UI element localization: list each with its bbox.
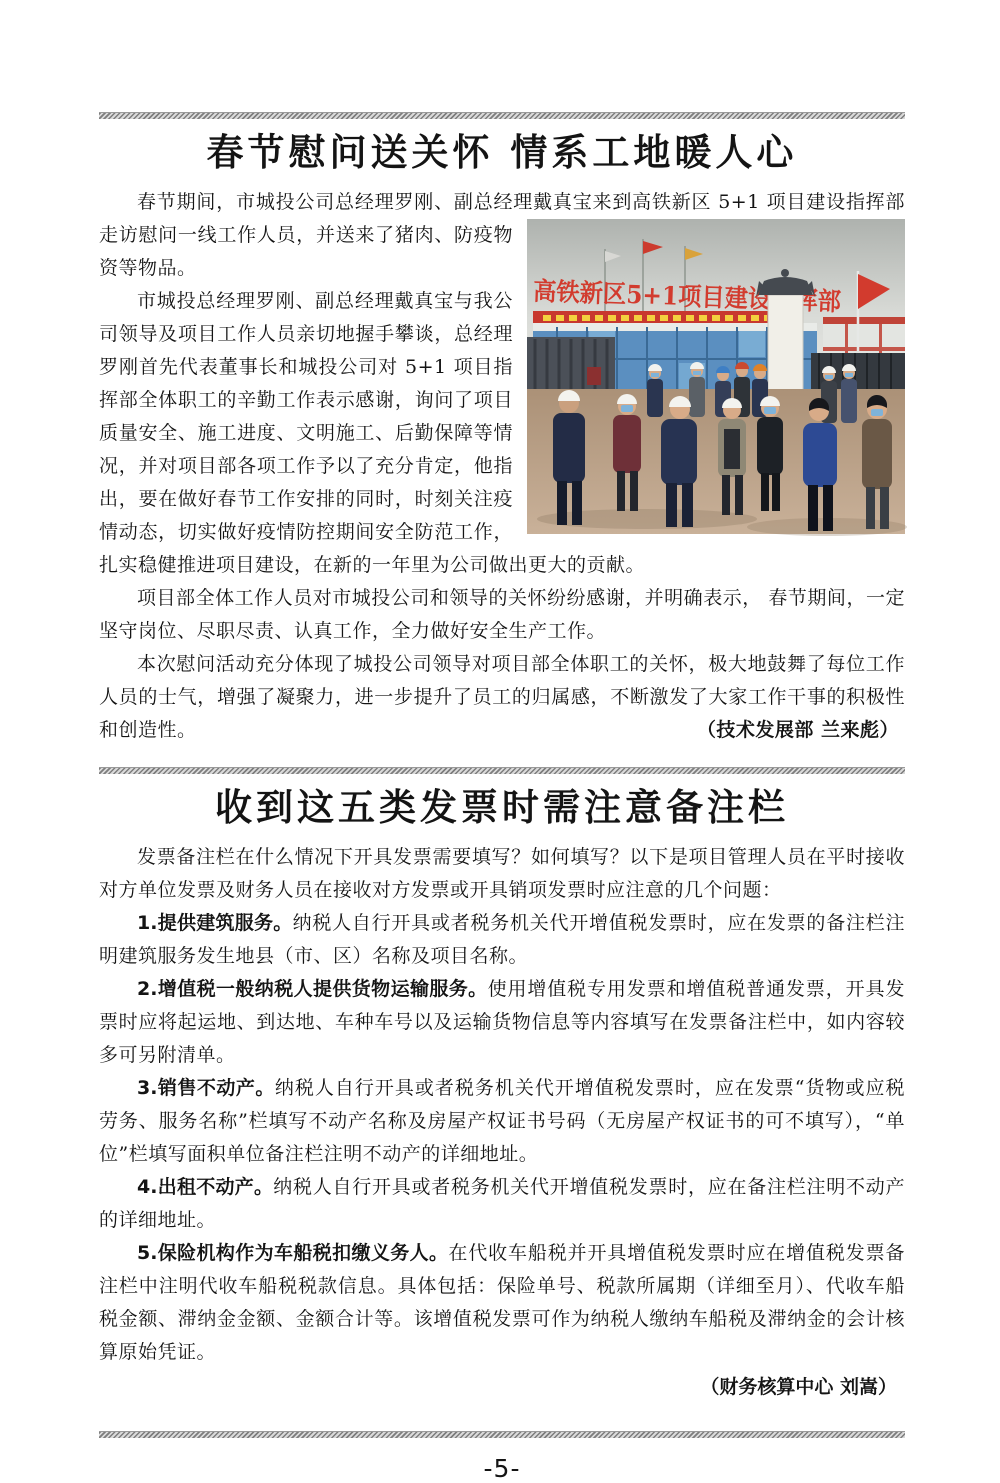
- article1-title: 春节慰问送关怀 情系工地暖人心: [206, 130, 798, 174]
- article2-item-1: [99, 907, 905, 973]
- item-body: 纳税人自行开具或者税务机关代开增值税发票时，应在发票“货物或应税劳务、服务名称”栏填写不动产名称及房屋产权证书号码（无房屋产权证书的可不填写），“单位”栏填写面积单位备注栏注明不动产的详细地址。: [99, 1077, 905, 1165]
- article2-item-2: [99, 973, 905, 1072]
- page-number: -5-: [483, 1454, 521, 1483]
- paragraph-text: 市城投总经理罗刚、副总经理戴真宝与我公司领导及项目工作人员亲切地握手攀谈，总经理罗刚首先代表董事长和城投公司对 5+1 项目指挥部全体职工的辛勤工作表示感谢，询问了项目质量安全、施工进度、文明施工、后勤保障等情况，并对项目部各项工作予以了充分肯定，他指出，要在做好春节工作安排的同时，时刻关注疫情动态，切实做好疫情防控期间安全防范工作，扎实稳健推进项目建设，在新的一年里为公司做出更大的贡献。: [99, 290, 646, 576]
- item-lead: 1.提供建筑服务。: [137, 912, 293, 934]
- item-lead: 5.保险机构作为车船税扣缴义务人。: [137, 1242, 449, 1264]
- article2-item-4: [99, 1171, 905, 1237]
- photo-banner: [533, 311, 775, 325]
- middle-separator: [99, 767, 905, 774]
- item-body: 使用增值税专用发票和增值税普通发票，开具发票时应将起运地、到达地、车种车号以及运输货物信息等内容填写在发票备注栏中，如内容较多可另附清单。: [99, 978, 905, 1066]
- article1: [99, 186, 905, 747]
- bottom-separator: [99, 1431, 905, 1438]
- paragraph-text: 本次慰问活动充分体现了城投公司领导对项目部全体职工的关怀，极大地鼓舞了每位工作人员的士气，增强了凝聚力，进一步提升了员工的归属感，不断激发了大家工作干事的积极性和创造性。: [99, 653, 905, 741]
- article2-title: 收到这五类发票时需注意备注栏: [215, 785, 789, 829]
- page-content: [99, 112, 905, 1483]
- article2-item-5: [99, 1237, 905, 1369]
- paragraph-text: 春节期间，市城投公司总经理罗刚、副总经理戴真宝来到高铁新区 5+1 项目建设指挥部走访慰问一线工作人员，并送来了猪肉、防疫物资等物品。: [99, 191, 905, 279]
- top-separator: [99, 112, 905, 119]
- paragraph-text: 项目部全体工作人员对市城投公司和领导的关怀纷纷感谢，并明确表示， 春节期间，一定坚守岗位、尽职尽责、认真工作，全力做好安全生产工作。: [99, 587, 905, 642]
- article2-attribution: （财务核算中心 刘嵩）: [700, 1376, 897, 1398]
- article2-item-3: [99, 1072, 905, 1171]
- item-lead: 3.销售不动产。: [137, 1077, 275, 1099]
- item-lead: 4.出租不动产。: [137, 1176, 274, 1198]
- article2: [99, 841, 905, 1405]
- article1-photo: [527, 219, 905, 534]
- article2-intro: [99, 841, 905, 907]
- item-lead: 2.增值税一般纳税人提供货物运输服务。: [137, 978, 488, 1000]
- article1-paragraph-3: [99, 582, 905, 648]
- item-body: 纳税人自行开具或者税务机关代开增值税发票时，应在发票的备注栏注明建筑服务发生地县（市、区）名称及项目名称。: [99, 912, 905, 967]
- photo-sign-text: 高铁新区5+1项目建设指挥部: [532, 276, 865, 318]
- article1-attribution: （技术发展部 兰来彪）: [696, 719, 899, 741]
- photo-illustration: [527, 219, 905, 534]
- paragraph-text: 发票备注栏在什么情况下开具发票需要填写？如何填写？以下是项目管理人员在平时接收对方单位发票及财务人员在接收对方发票或开具销项发票时应注意的几个问题：: [99, 846, 905, 901]
- item-body: 纳税人自行开具或者税务机关代开增值税发票时，应在备注栏注明不动产的详细地址。: [99, 1176, 905, 1231]
- item-body: 在代收车船税并开具增值税发票时应在增值税发票备注栏中注明代收车船税税款信息。具体包括：保险单号、税款所属期（详细至月）、代收车船税金额、滞纳金金额、金额合计等。该增值税发票可作为纳税人缴纳车船税及滞纳金的会计核算原始凭证。: [99, 1242, 905, 1363]
- article1-paragraph-4: [99, 648, 905, 747]
